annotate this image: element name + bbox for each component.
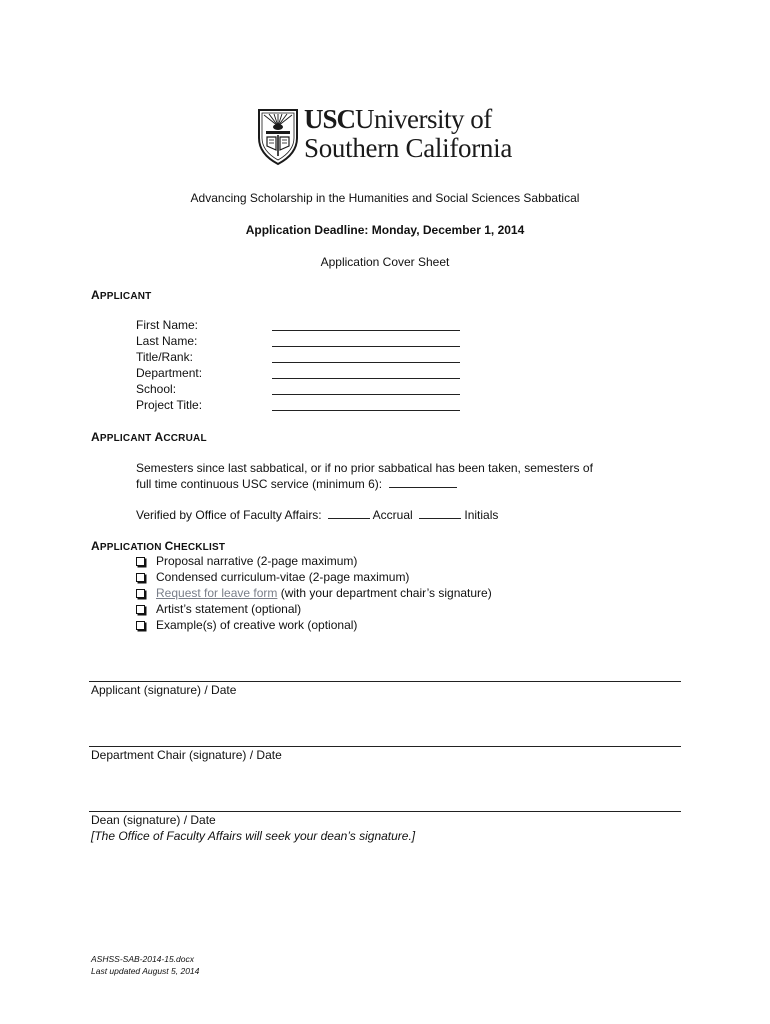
- wordmark-southern-california: Southern California: [304, 133, 513, 163]
- checklist-item: Artist’s statement (optional): [136, 602, 301, 616]
- wordmark-usc: USC: [304, 104, 356, 134]
- chair-signature-line[interactable]: [89, 746, 681, 747]
- project-title-field[interactable]: [272, 410, 460, 411]
- semesters-text-line1: Semesters since last sabbatical, or if no prior sabbatical has been taken, semesters of: [136, 461, 593, 475]
- school-field[interactable]: [272, 394, 460, 395]
- title-rank-field[interactable]: [272, 362, 460, 363]
- semesters-count-field[interactable]: [389, 477, 457, 488]
- last-name-field[interactable]: [272, 346, 460, 347]
- application-checklist-heading: APPLICATION CHECKLIST: [91, 539, 226, 553]
- request-for-leave-link[interactable]: Request for leave form: [156, 586, 278, 600]
- checklist-item: Proposal narrative (2-page maximum): [136, 554, 357, 568]
- dean-signature-line[interactable]: [89, 811, 681, 812]
- checkbox-condensed-cv[interactable]: [136, 573, 145, 582]
- semesters-text-line2: full time continuous USC service (minimum 6):: [136, 477, 457, 491]
- applicant-accrual-heading: APPLICANT ACCRUAL: [91, 430, 207, 444]
- application-deadline: Application Deadline: Monday, December 1, 2014: [245, 223, 525, 237]
- usc-seal-icon: [256, 104, 300, 166]
- checkbox-request-for-leave[interactable]: [136, 589, 145, 598]
- program-title: Advancing Scholarship in the Humanities and Social Sciences Sabbatical: [190, 191, 580, 205]
- wordmark-university-of: University of: [355, 104, 492, 134]
- checkbox-proposal-narrative[interactable]: [136, 557, 145, 566]
- verified-line: Verified by Office of Faculty Affairs: Accrual Initials: [136, 508, 499, 522]
- footer-filename: ASHSS-SAB-2014-15.docx: [91, 954, 194, 964]
- checklist-item: Condensed curriculum-vitae (2-page maximum): [136, 570, 409, 584]
- dean-signature-note: [The Office of Faculty Affairs will seek your dean’s signature.]: [91, 829, 416, 843]
- chair-signature-label: Department Chair (signature) / Date: [91, 748, 282, 762]
- department-label: Department:: [136, 366, 203, 380]
- title-rank-label: Title/Rank:: [136, 350, 193, 364]
- checkbox-artist-statement[interactable]: [136, 605, 145, 614]
- applicant-heading: APPLICANT: [91, 288, 152, 302]
- usc-wordmark: [304, 106, 512, 162]
- first-name-field[interactable]: [272, 330, 460, 331]
- checklist-item: Example(s) of creative work (optional): [136, 618, 357, 632]
- checklist-item: Request for leave form (with your department chair’s signature): [136, 586, 492, 600]
- last-name-label: Last Name:: [136, 334, 198, 348]
- department-field[interactable]: [272, 378, 460, 379]
- accrual-field[interactable]: [328, 508, 370, 519]
- dean-signature-label: Dean (signature) / Date: [91, 813, 216, 827]
- checkbox-creative-work[interactable]: [136, 621, 145, 630]
- project-title-label: Project Title:: [136, 398, 203, 412]
- usc-logo: [256, 104, 518, 166]
- applicant-signature-line[interactable]: [89, 681, 681, 682]
- cover-sheet-title: Application Cover Sheet: [320, 255, 450, 269]
- initials-field[interactable]: [419, 508, 461, 519]
- applicant-signature-label: Applicant (signature) / Date: [91, 683, 237, 697]
- first-name-label: First Name:: [136, 318, 199, 332]
- footer-last-updated: Last updated August 5, 2014: [91, 966, 200, 976]
- school-label: School:: [136, 382, 177, 396]
